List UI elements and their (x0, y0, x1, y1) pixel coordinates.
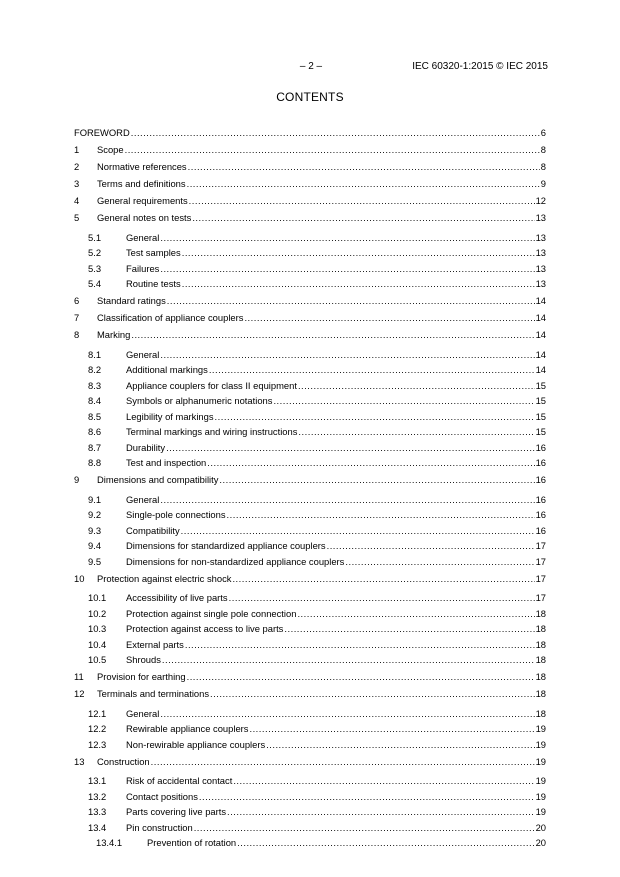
toc-entry[interactable] (74, 634, 546, 650)
toc-entry[interactable] (74, 817, 546, 833)
toc-entry-title: General notes on tests (97, 212, 192, 223)
toc-entry-title: Provision for earthing (97, 671, 186, 682)
toc-leader-dots (297, 608, 534, 619)
toc-leader-dots (188, 161, 540, 172)
toc-entry[interactable] (74, 833, 546, 849)
toc-leader-dots (131, 127, 540, 138)
toc-leader-dots (192, 212, 534, 223)
toc-leader-dots (249, 723, 534, 734)
toc-entry-number: 11 (74, 671, 84, 682)
toc-entry-page: 17 (535, 555, 546, 567)
toc-entry-number: 9.4 (88, 540, 102, 551)
toc-leader-dots (284, 623, 534, 634)
toc-entry-page: 14 (535, 295, 546, 306)
toc-entry-number: 4 (74, 195, 80, 206)
toc-entry-page: 8 (540, 161, 546, 172)
toc-entry-page: 18 (535, 623, 546, 634)
toc-entry-title: Risk of accidental contact (126, 775, 233, 786)
toc-entry[interactable] (74, 588, 546, 604)
toc-leader-dots (207, 457, 534, 468)
toc-entry-number: 5 (74, 212, 80, 223)
toc-entry-page: 19 (535, 723, 546, 734)
toc-leader-dots (219, 474, 534, 485)
toc-leader-dots (237, 837, 534, 848)
toc-entry-page: 20 (535, 837, 546, 848)
toc-entry-number: 5.3 (88, 262, 102, 274)
toc-leader-dots (345, 556, 534, 567)
toc-entry-title: FOREWORD (74, 127, 130, 138)
toc-entry[interactable] (74, 375, 546, 391)
toc-leader-dots (199, 791, 535, 802)
toc-entry-number: 5.2 (88, 247, 102, 258)
toc-entry[interactable] (74, 619, 546, 635)
toc-entry-title: Terms and definitions (97, 178, 186, 189)
toc-entry-number: 13.2 (88, 790, 107, 802)
toc-entry-number: 1 (74, 144, 80, 155)
toc-entry-number: 8.2 (88, 364, 102, 375)
document-reference: IEC 60320-1:2015 © IEC 2015 (412, 61, 548, 72)
toc-entry[interactable] (74, 138, 546, 155)
toc-entry-number: 12.3 (88, 738, 107, 750)
toc-entry-number: 13 (74, 755, 85, 767)
toc-leader-dots (189, 195, 535, 206)
toc-entry-title: Pin construction (126, 821, 193, 833)
toc-leader-dots (298, 380, 535, 391)
toc-entry-page: 8 (540, 144, 546, 155)
toc-entry-page: 6 (540, 127, 546, 138)
toc-entry-page: 19 (535, 806, 546, 817)
toc-entry-page: 13 (535, 278, 546, 289)
toc-entry-title: Terminal markings and wiring instructions (126, 426, 298, 437)
toc-entry-title: Appliance couplers for class II equipment (126, 379, 297, 391)
toc-entry-number: 10.2 (88, 607, 107, 619)
toc-entry[interactable] (74, 121, 546, 138)
toc-entry[interactable] (74, 406, 546, 422)
toc-entry-number: 12.1 (88, 707, 107, 719)
toc-entry-title: Rewirable appliance couplers (126, 723, 249, 734)
toc-entry-title: Protection against access to live parts (126, 623, 284, 634)
toc-leader-dots (273, 395, 534, 406)
toc-entry-title: Compatibility (126, 524, 180, 536)
toc-entry-title: Parts covering live parts (126, 806, 227, 817)
toc-entry-page: 14 (535, 348, 546, 360)
toc-entry[interactable] (74, 703, 546, 719)
toc-entry-page: 18 (535, 607, 546, 619)
table-of-contents (74, 121, 546, 848)
toc-leader-dots (131, 329, 534, 340)
toc-leader-dots (298, 426, 534, 437)
toc-leader-dots (244, 312, 534, 323)
toc-entry-page: 12 (535, 195, 546, 206)
toc-entry-title: Terminals and terminations (97, 688, 210, 699)
toc-entry-number: 8 (74, 329, 80, 340)
toc-entry[interactable] (74, 551, 546, 567)
toc-entry-number: 8.5 (88, 410, 102, 422)
toc-entry[interactable] (74, 665, 546, 682)
toc-entry-title: Dimensions for non-standardized appliance couplers (126, 555, 345, 567)
toc-entry-page: 16 (535, 474, 546, 485)
toc-entry-number: 13.4.1 (96, 837, 123, 848)
toc-leader-dots (209, 364, 535, 375)
toc-entry-title: Dimensions and compatibility (97, 474, 219, 485)
toc-entry-page: 18 (535, 654, 546, 665)
toc-entry-page: 18 (535, 638, 546, 650)
toc-entry[interactable] (74, 189, 546, 206)
toc-leader-dots (266, 739, 534, 750)
toc-entry-title: Failures (126, 262, 160, 274)
toc-entry[interactable] (74, 489, 546, 505)
toc-entry-page: 17 (535, 540, 546, 551)
toc-entry-page: 16 (535, 493, 546, 505)
toc-entry-page: 20 (535, 821, 546, 833)
toc-entry-title: Standard ratings (97, 295, 166, 306)
toc-entry-number: 9.5 (88, 555, 102, 567)
toc-entry-number: 13.4 (88, 821, 107, 833)
toc-entry-title: Non-rewirable appliance couplers (126, 738, 266, 750)
toc-entry-page: 18 (535, 688, 546, 699)
toc-leader-dots (182, 278, 535, 289)
toc-entry[interactable] (74, 227, 546, 243)
toc-entry-title: Durability (126, 441, 166, 453)
toc-entry[interactable] (74, 344, 546, 360)
toc-entry-number: 9 (74, 474, 80, 485)
toc-leader-dots (182, 247, 535, 258)
toc-entry[interactable] (74, 468, 546, 485)
toc-entry[interactable] (74, 505, 546, 521)
toc-entry-page: 14 (535, 312, 546, 323)
toc-entry[interactable] (74, 391, 546, 407)
toc-entry-title: Single-pole connections (126, 509, 226, 520)
toc-leader-dots (160, 494, 534, 505)
toc-entry-title: Test and inspection (126, 457, 207, 468)
toc-entry[interactable] (74, 453, 546, 469)
toc-entry-page: 9 (540, 178, 546, 189)
toc-entry-title: Additional markings (126, 364, 208, 375)
toc-entry[interactable] (74, 172, 546, 189)
toc-entry[interactable] (74, 258, 546, 274)
toc-entry[interactable] (74, 719, 546, 735)
toc-leader-dots (162, 654, 535, 665)
toc-entry[interactable] (74, 802, 546, 818)
toc-entry[interactable] (74, 274, 546, 290)
toc-entry-number: 10.1 (88, 592, 107, 603)
toc-entry[interactable] (74, 603, 546, 619)
toc-entry-title: Marking (97, 329, 131, 340)
toc-entry[interactable] (74, 422, 546, 438)
toc-entry-number: 8.8 (88, 457, 102, 468)
toc-leader-dots (215, 411, 535, 422)
toc-entry-page: 15 (535, 410, 546, 422)
toc-entry-number: 9.1 (88, 493, 102, 505)
toc-entry-title: External parts (126, 638, 184, 650)
toc-entry-page: 17 (535, 572, 546, 584)
toc-entry-title: Protection against single pole connection (126, 607, 297, 619)
toc-entry-number: 9.2 (88, 509, 102, 520)
toc-entry-number: 12.2 (88, 723, 107, 734)
toc-entry[interactable] (74, 734, 546, 750)
toc-entry-number: 5.1 (88, 231, 102, 243)
toc-entry[interactable] (74, 682, 546, 699)
toc-entry-page: 16 (535, 457, 546, 468)
toc-leader-dots (194, 822, 535, 833)
toc-entry-page: 19 (535, 790, 546, 802)
toc-entry-title: Symbols or alphanumeric notations (126, 395, 273, 406)
toc-entry-number: 8.3 (88, 379, 102, 391)
toc-entry-title: Contact positions (126, 790, 198, 802)
toc-entry-title: Routine tests (126, 278, 181, 289)
toc-entry-page: 13 (535, 212, 546, 223)
toc-entry[interactable] (74, 360, 546, 376)
toc-entry-number: 13.1 (88, 775, 107, 786)
toc-entry-page: 13 (535, 247, 546, 258)
toc-entry[interactable] (74, 536, 546, 552)
toc-entry[interactable] (74, 206, 546, 223)
toc-entry-title: Accessibility of live parts (126, 592, 228, 603)
toc-entry-title: Scope (97, 144, 124, 155)
toc-entry-number: 9.3 (88, 524, 102, 536)
toc-entry-number: 10.3 (88, 623, 107, 634)
toc-entry-page: 15 (535, 395, 546, 406)
toc-entry-page: 19 (535, 775, 546, 786)
toc-entry-page: 19 (535, 755, 546, 767)
toc-entry-title: Construction (97, 755, 150, 767)
toc-entry-title: Dimensions for standardized appliance couplers (126, 540, 326, 551)
toc-entry-page: 17 (535, 592, 546, 603)
toc-entry-number: 3 (74, 178, 80, 189)
toc-leader-dots (166, 442, 534, 453)
toc-leader-dots (327, 540, 535, 551)
toc-entry-number: 8.6 (88, 426, 102, 437)
toc-entry[interactable] (74, 437, 546, 453)
toc-entry-number: 8.4 (88, 395, 102, 406)
toc-leader-dots (185, 639, 535, 650)
toc-leader-dots (125, 144, 540, 155)
toc-entry-number: 2 (74, 161, 80, 172)
toc-leader-dots (160, 349, 534, 360)
toc-leader-dots (232, 573, 534, 584)
toc-entry-number: 10.5 (88, 654, 107, 665)
toc-entry[interactable] (74, 750, 546, 767)
toc-entry-page: 15 (535, 379, 546, 391)
toc-entry-page: 15 (535, 426, 546, 437)
toc-entry-page: 18 (535, 707, 546, 719)
toc-entry-number: 10.4 (88, 638, 107, 650)
toc-entry-title: Prevention of rotation (147, 837, 237, 848)
toc-entry-title: Shrouds (126, 654, 161, 665)
toc-leader-dots (167, 295, 535, 306)
toc-entry-title: General (126, 493, 160, 505)
toc-entry[interactable] (74, 650, 546, 666)
toc-entry[interactable] (74, 243, 546, 259)
toc-entry-page: 18 (535, 671, 546, 682)
toc-entry-title: General (126, 348, 160, 360)
toc-entry-page: 14 (535, 329, 546, 340)
toc-entry-number: 8.1 (88, 348, 102, 360)
page-number: – 2 – (299, 61, 323, 72)
toc-entry[interactable] (74, 786, 546, 802)
toc-entry-page: 16 (535, 441, 546, 453)
toc-entry-number: 5.4 (88, 278, 102, 289)
toc-entry-number: 8.7 (88, 441, 102, 453)
toc-entry[interactable] (74, 567, 546, 584)
toc-entry-title: Test samples (126, 247, 181, 258)
toc-entry[interactable] (74, 771, 546, 787)
toc-entry[interactable] (74, 520, 546, 536)
toc-entry-page: 13 (535, 231, 546, 243)
toc-entry-title: Classification of appliance couplers (97, 312, 244, 323)
toc-leader-dots (181, 525, 535, 536)
toc-leader-dots (187, 671, 535, 682)
toc-entry-title: Legibility of markings (126, 410, 214, 422)
toc-entry-title: General (126, 231, 160, 243)
toc-leader-dots (160, 232, 534, 243)
toc-leader-dots (187, 178, 540, 189)
toc-entry-number: 12 (74, 688, 85, 699)
toc-entry-title: Normative references (97, 161, 187, 172)
toc-entry[interactable] (74, 155, 546, 172)
toc-entry-number: 13.3 (88, 806, 107, 817)
toc-entry-title: General (126, 707, 160, 719)
toc-entry-number: 7 (74, 312, 80, 323)
contents-title: CONTENTS (276, 90, 344, 104)
toc-leader-dots (160, 263, 534, 274)
toc-leader-dots (227, 806, 535, 817)
toc-entry-number: 10 (74, 572, 85, 584)
toc-leader-dots (227, 509, 535, 520)
toc-leader-dots (151, 756, 535, 767)
toc-entry-title: General requirements (97, 195, 188, 206)
toc-entry-page: 14 (535, 364, 546, 375)
toc-leader-dots (229, 592, 535, 603)
toc-entry-page: 13 (535, 262, 546, 274)
toc-entry-page: 16 (535, 509, 546, 520)
toc-entry-title: Protection against electric shock (97, 572, 232, 584)
toc-entry[interactable] (74, 323, 546, 340)
toc-entry[interactable] (74, 289, 546, 306)
toc-leader-dots (160, 708, 534, 719)
toc-entry-page: 19 (535, 738, 546, 750)
toc-entry-number: 6 (74, 295, 80, 306)
toc-entry-page: 16 (535, 524, 546, 536)
toc-leader-dots (210, 688, 535, 699)
toc-leader-dots (233, 775, 534, 786)
toc-entry[interactable] (74, 306, 546, 323)
